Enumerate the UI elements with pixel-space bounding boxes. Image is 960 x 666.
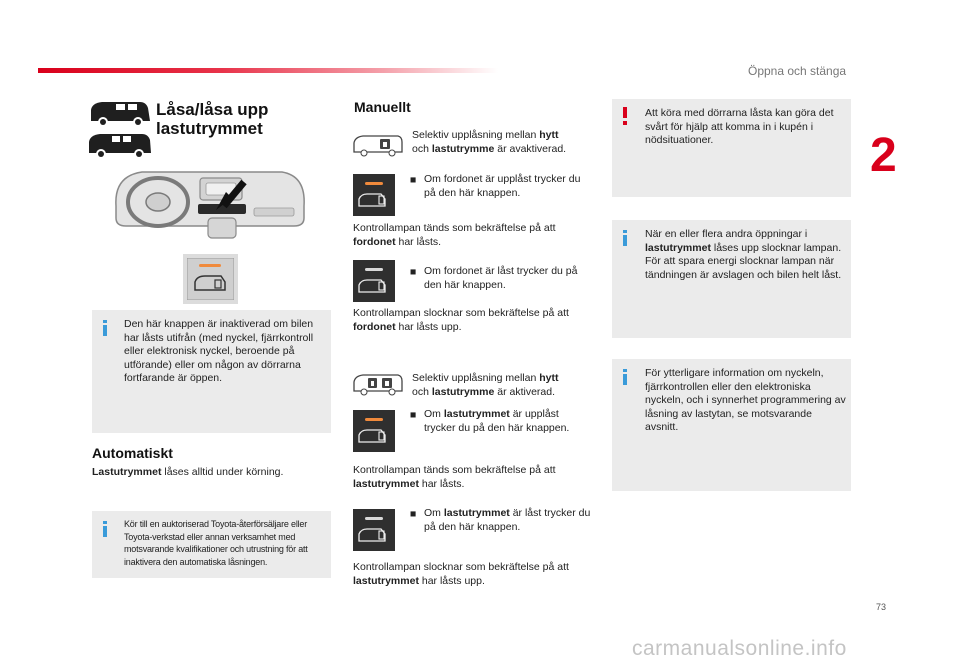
van-short-icon	[88, 98, 152, 128]
page-number: 73	[876, 602, 887, 612]
lock-button-icon	[187, 258, 234, 300]
lock-button-lamp-off-1	[353, 260, 395, 302]
heading-manuellt: Manuellt	[354, 99, 411, 115]
result-1-text	[353, 222, 593, 249]
sel2-b: hytt	[539, 372, 559, 384]
page-title	[156, 100, 268, 138]
toyota-note: Kör till en auktoriserad Toyota-återförsäljare eller Toyota-verkstad eller annan verksamhet med motsvarande kvalifikationer och utrustning för att inaktivera den automatiska låsningen.	[124, 519, 308, 567]
res3-c: har låsts.	[418, 477, 465, 490]
info-box-key	[612, 359, 851, 491]
res2-c: har låsts upp.	[395, 320, 462, 333]
chapter-number: 2	[870, 129, 897, 182]
bullet: ■	[410, 409, 417, 421]
info2-c: låses upp slocknar lampan.	[710, 241, 842, 254]
res4-a: Kontrollampan slocknar som bekräftelse på att	[353, 561, 569, 573]
sel2-a: Selektiv upplåsning mellan	[412, 372, 540, 384]
info-box-inactive	[92, 310, 331, 433]
chapter-title: Öppna och stänga	[748, 64, 847, 78]
chapter-color-bar	[38, 68, 498, 73]
warning-text: Att köra med dörrarna låsta kan göra det svårt för hjälp att komma in i kupén i nödsituationer.	[645, 107, 834, 146]
page-title-line2: lastutrymmet	[156, 119, 263, 138]
auto-text	[92, 466, 332, 480]
van-lock-icon	[357, 190, 391, 212]
sel1-c: och	[412, 142, 432, 155]
sel1-b: hytt	[539, 129, 559, 141]
lamp-off-indicator	[365, 517, 383, 520]
auto-text-rest: låses alltid under körning.	[161, 466, 284, 478]
info2-a: När en eller flera andra öppningar i	[645, 228, 808, 240]
res1-c: har låsts.	[395, 235, 442, 248]
info-icon	[623, 369, 627, 385]
res2-a: Kontrollampan slocknar som bekräftelse på att	[353, 307, 569, 319]
step-3-text	[424, 408, 589, 435]
info-icon	[103, 521, 107, 537]
step-1-text: Om fordonet är upplåst trycker du på den här knappen.	[424, 173, 581, 199]
step3-b: lastutrymmet	[443, 408, 510, 420]
van-lock-icon	[357, 276, 391, 298]
res3-b: lastutrymmet	[353, 477, 419, 490]
res3-a: Kontrollampan tänds som bekräftelse på att	[353, 464, 556, 476]
lamp-on-indicator	[365, 182, 383, 185]
sel2-d: lastutrymme	[431, 385, 495, 398]
info-lamp-text	[645, 228, 845, 282]
lamp-on-indicator	[365, 418, 383, 421]
heading-automatiskt: Automatiskt	[92, 445, 173, 461]
info-box-toyota	[92, 511, 331, 578]
info-icon	[623, 230, 627, 246]
van-outline-one-lock-icon	[352, 132, 404, 158]
lamp-off-indicator	[365, 268, 383, 271]
res4-b: lastutrymmet	[353, 574, 419, 587]
result-2-text	[353, 307, 593, 334]
res1-a: Kontrollampan tänds som bekräftelse på att	[353, 222, 556, 234]
info-key-text: För ytterligare information om nyckeln, fjärrkontrollen eller den elektroniska nyckeln, och i synnerhet programmering av låsning av lastytan, se motsvarande avsnitt.	[645, 367, 846, 433]
warning-box	[612, 99, 851, 197]
van-lock-icon	[357, 525, 391, 547]
selective-text-1	[412, 129, 587, 156]
info2-b: lastutrymmet	[645, 241, 711, 254]
result-4-text	[353, 561, 593, 588]
sel2-e: är aktiverad.	[494, 385, 556, 398]
van-outline-two-locks-icon	[352, 371, 404, 397]
bullet: ■	[410, 508, 417, 520]
step3-a: Om	[424, 408, 444, 420]
van-long-icon	[86, 129, 152, 159]
warning-exclamation-icon	[621, 107, 629, 125]
lock-button-lamp-on-1	[353, 174, 395, 216]
bullet: ■	[410, 266, 417, 278]
sel1-a: Selektiv upplåsning mellan	[412, 129, 540, 141]
dashboard-illustration	[112, 166, 308, 242]
auto-text-bold: Lastutrymmet	[92, 466, 162, 478]
step4-b: lastutrymmet	[443, 507, 510, 519]
sel1-d: lastutrymme	[431, 142, 495, 155]
sel1-e: är avaktiverad.	[494, 142, 567, 155]
page-title-line1: Låsa/låsa upp	[156, 100, 269, 119]
watermark: carmanualsonline.info	[632, 637, 847, 660]
step-2-text: Om fordonet är låst trycker du på den här knappen.	[424, 265, 578, 291]
res4-c: har låsts upp.	[418, 574, 485, 587]
step-4-text	[424, 507, 592, 534]
selective-text-2	[412, 372, 587, 399]
step3-c: är upplåst trycker du på den här knappen.	[424, 408, 570, 434]
step4-a: Om	[424, 507, 444, 519]
result-3-text	[353, 464, 593, 491]
bullet: ■	[410, 174, 417, 186]
van-lock-icon	[357, 426, 391, 448]
info-icon	[103, 320, 107, 336]
info2-d: För att spara energi slocknar lampan när tändningen är avslagen och bilen helt låst.	[645, 255, 842, 281]
button-illustration	[183, 254, 238, 304]
lock-button-lamp-on-2	[353, 410, 395, 452]
res1-b: fordonet	[353, 235, 396, 248]
step4-c: är låst trycker du på den här knappen.	[424, 507, 591, 533]
info-box-lamp	[612, 220, 851, 338]
res2-b: fordonet	[353, 320, 396, 333]
sel2-c: och	[412, 385, 432, 398]
info-text-inactive: Den här knappen är inaktiverad om bilen har låsts utifrån (med nyckel, fjärrkontroll eller elektronisk nyckel, beroende på utförande) eller om någon av dörrarna fortfarande är öppen.	[124, 318, 314, 384]
lock-button-lamp-off-2	[353, 509, 395, 551]
